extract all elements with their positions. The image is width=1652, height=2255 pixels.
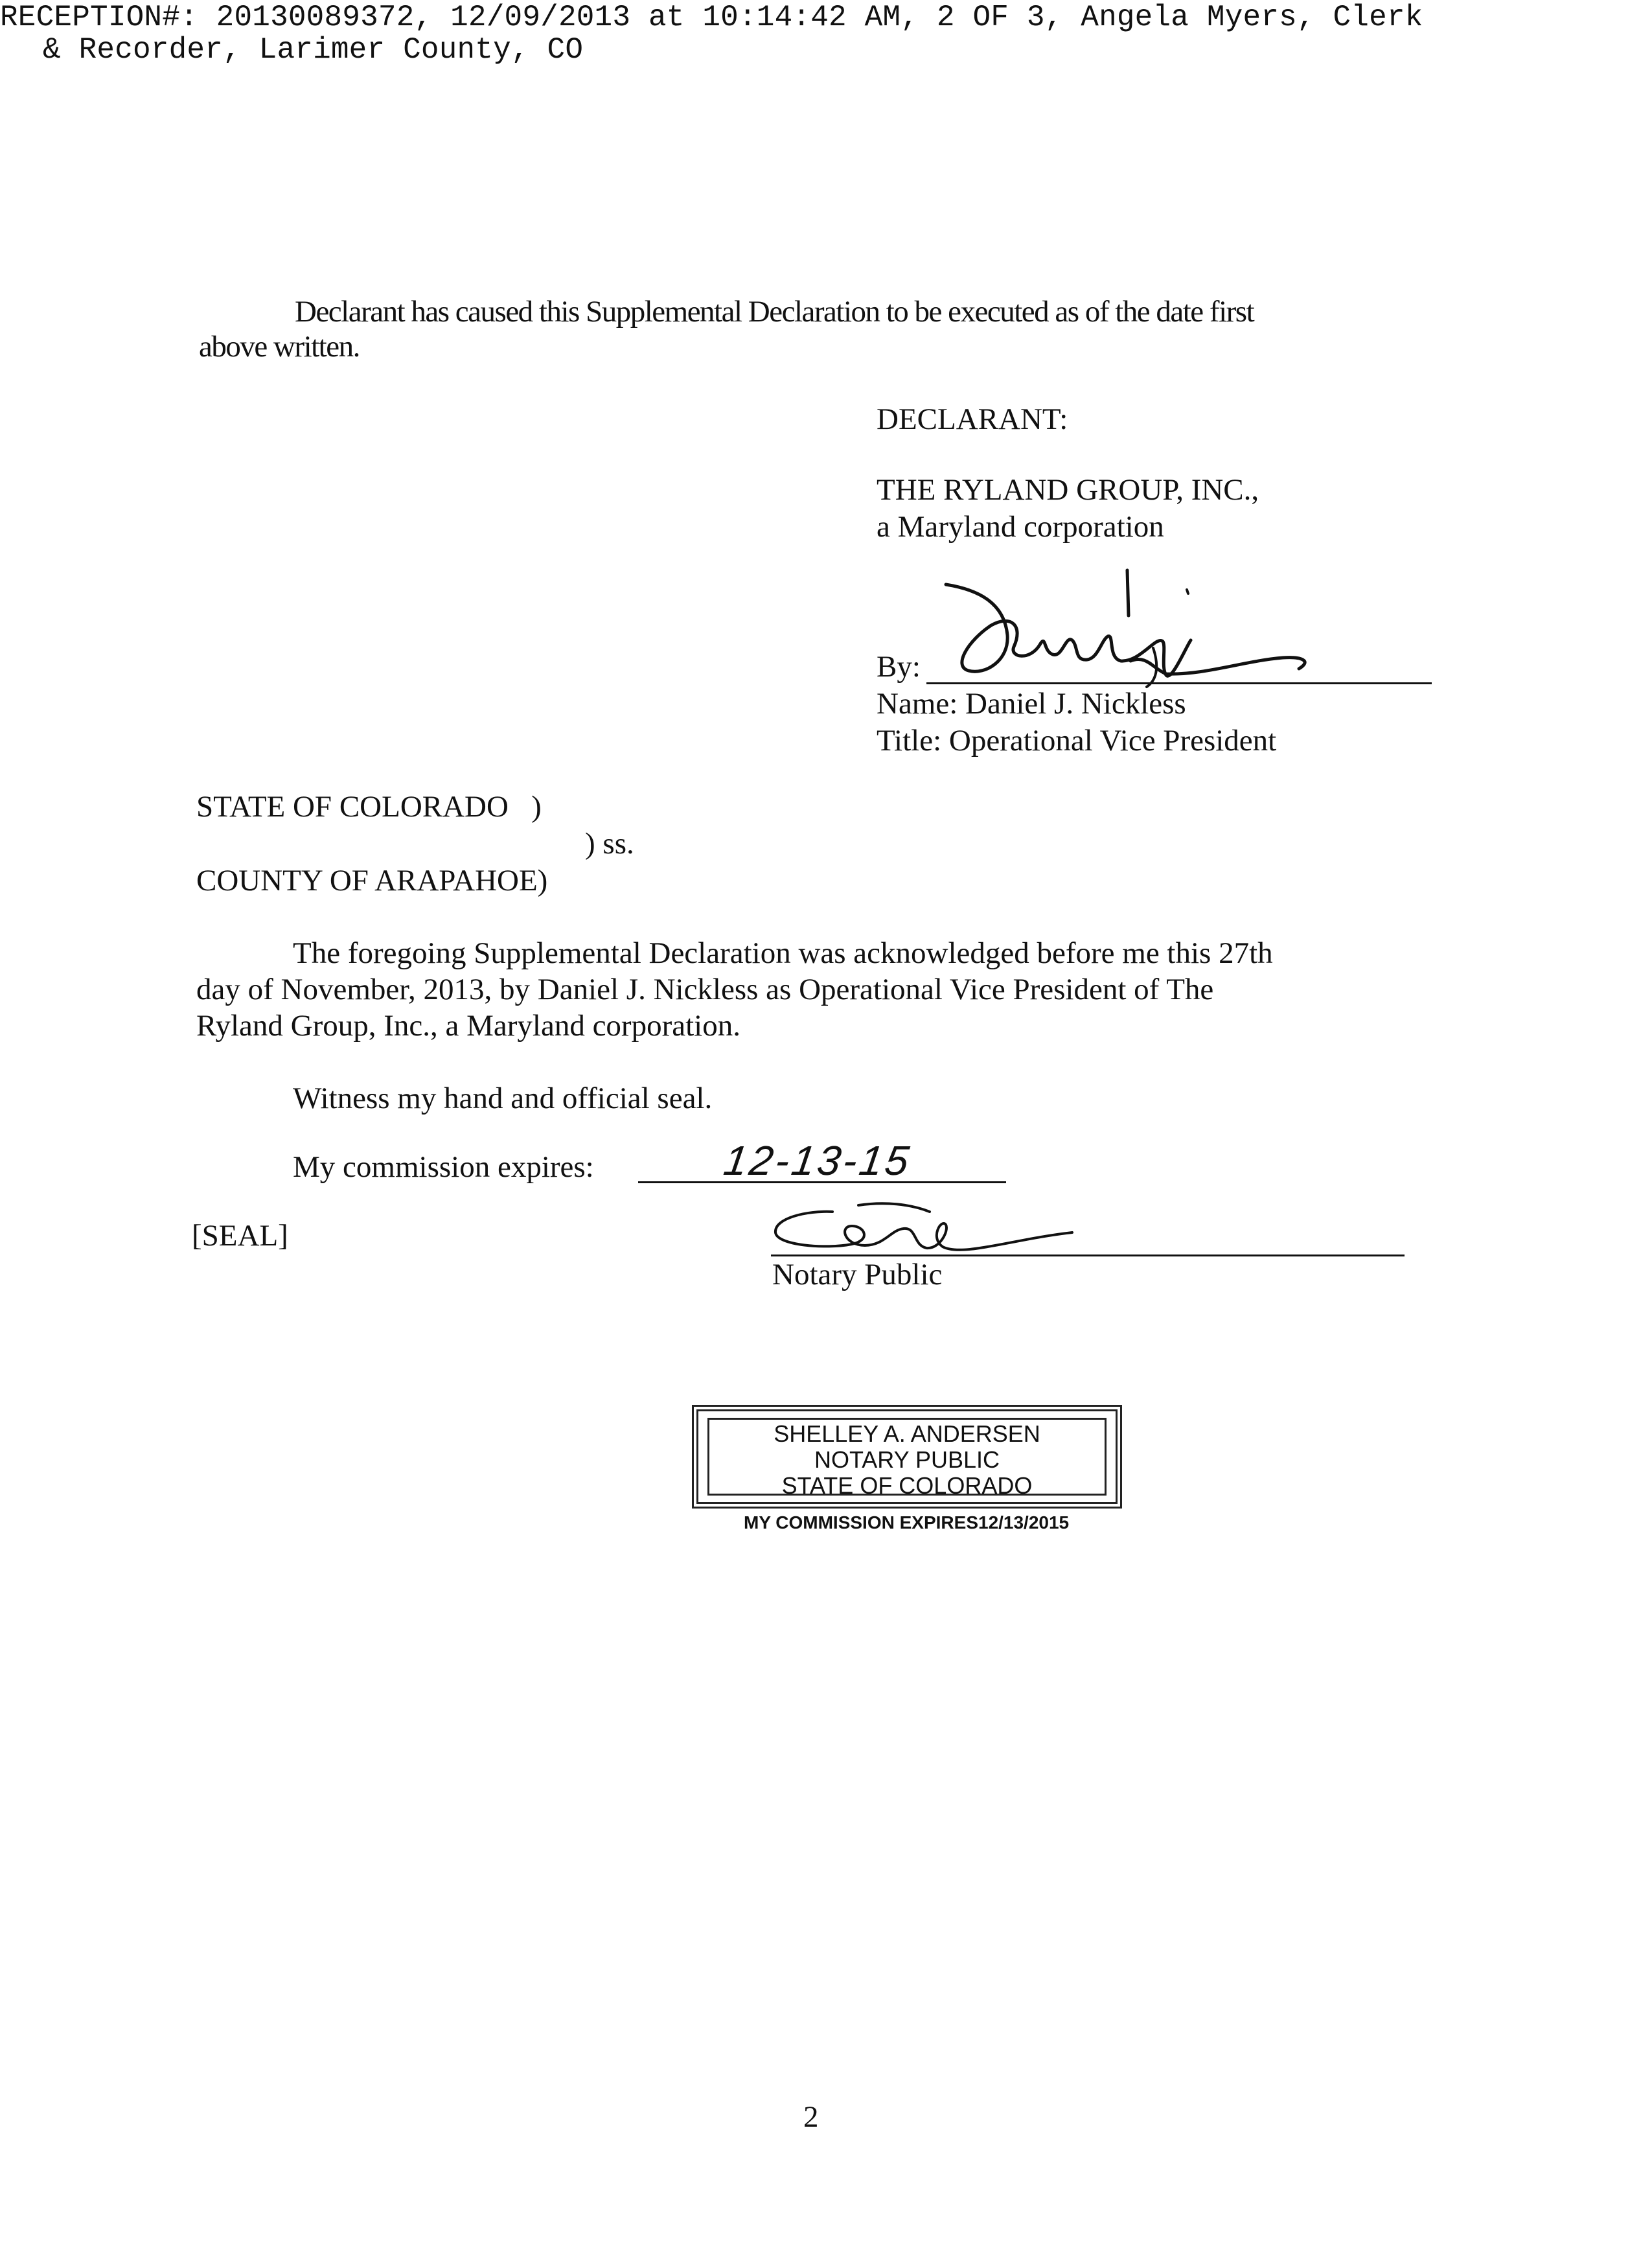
venue-county: COUNTY OF ARAPAHOE) xyxy=(196,864,548,897)
notary-public-label: Notary Public xyxy=(772,1258,943,1291)
stamp-notary-state: STATE OF COLORADO xyxy=(781,1472,1033,1499)
venue-state: STATE OF COLORADO ) xyxy=(196,790,542,824)
page-number: 2 xyxy=(803,2100,819,2134)
recording-header-line-2: & Recorder, Larimer County, CO xyxy=(43,33,584,67)
stamp-notary-title: NOTARY PUBLIC xyxy=(814,1446,1000,1473)
execution-clause-line-1: Declarant has caused this Supplemental Declaration to be executed as of the date first xyxy=(295,295,1254,329)
acknowledgment-line-3: Ryland Group, Inc., a Maryland corporation. xyxy=(196,1009,740,1043)
notary-signature xyxy=(768,1192,1092,1264)
venue-ss: ) ss. xyxy=(585,827,634,861)
stamp-notary-name: SHELLEY A. ANDERSEN xyxy=(774,1420,1040,1447)
signer-title: Title: Operational Vice President xyxy=(877,724,1277,757)
commission-handwritten-date: 12-13-15 xyxy=(720,1137,915,1184)
by-label: By: xyxy=(877,650,921,684)
notary-stamp xyxy=(692,1405,1122,1509)
recording-header-line-1: RECEPTION#: 20130089372, 12/09/2013 at 10:14:42 AM, 2 OF 3, Angela Myers, Clerk xyxy=(0,1,1423,34)
declarant-company: THE RYLAND GROUP, INC., xyxy=(877,473,1259,507)
execution-clause-line-2: above written. xyxy=(199,330,360,364)
declarant-heading: DECLARANT: xyxy=(877,402,1068,436)
commission-label: My commission expires: xyxy=(293,1150,594,1184)
declarant-company-type: a Maryland corporation xyxy=(877,510,1164,544)
witness-line: Witness my hand and official seal. xyxy=(293,1081,713,1115)
seal-label: [SEAL] xyxy=(192,1219,288,1253)
acknowledgment-line-2: day of November, 2013, by Daniel J. Nickless as Operational Vice President of The xyxy=(196,973,1214,1006)
signer-name: Name: Daniel J. Nickless xyxy=(877,687,1186,721)
declarant-signature xyxy=(933,564,1386,693)
stamp-commission-expiration: MY COMMISSION EXPIRES12/13/2015 xyxy=(744,1512,1070,1532)
notary-stamp-inner-border xyxy=(707,1418,1107,1499)
acknowledgment-line-1: The foregoing Supplemental Declaration was acknowledged before me this 27th xyxy=(293,936,1273,970)
